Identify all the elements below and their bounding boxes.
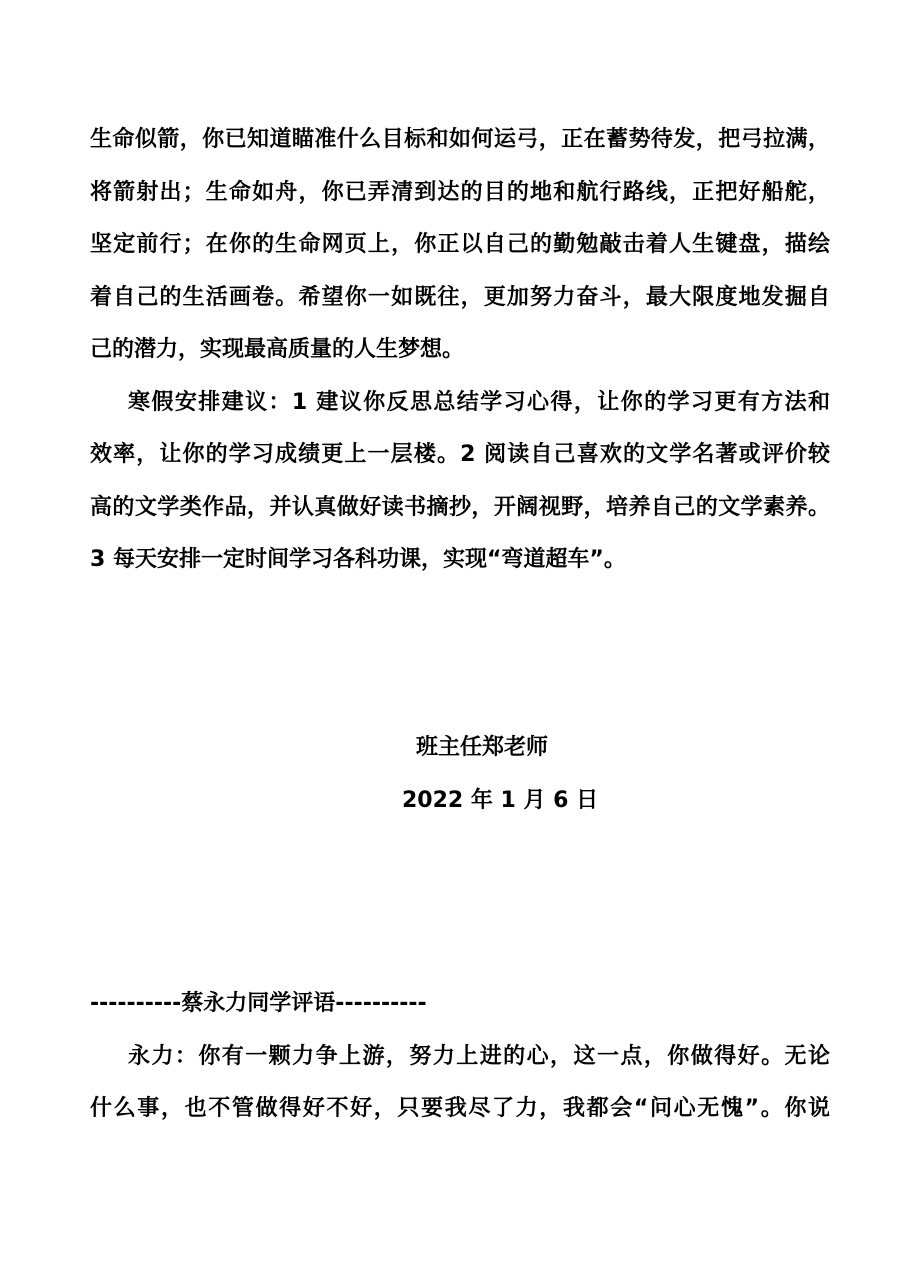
teacher-comment-line: 生命似箭，你已知道瞄准什么目标和如何运弓，正在蓄势待发，把弓拉满， [90,127,830,152]
student-comment-line: 永力：你有一颗力争上游，努力上进的心，这一点，你做得好。无论 [128,1043,830,1069]
teacher-comment-line: 高的文学类作品，并认真做好读书摘抄，开阔视野，培养自己的文学素养。 [90,494,830,520]
signature-block [90,722,830,827]
teacher-comment-line: 将箭射出；生命如舟，你已弄清到达的目的地和航行路线，正把好船舵， [90,179,830,205]
teacher-comment-body [90,114,830,587]
teacher-comment-line: 寒假安排建议：1 建议你反思总结学习心得，让你的学习更有方法和 [128,389,830,415]
teacher-comment-line: 己的潜力，实现最高质量的人生梦想。 [90,337,465,362]
student-comment-section [90,978,830,1136]
signature-name: 班主任郑老师 [416,735,549,760]
teacher-comment-line: 3 每天安排一定时间学习各科功课，实现“弯道超车”。 [90,547,626,572]
student-comment-line: 什么事，也不管做得好不好，只要我尽了力，我都会“问心无愧”。你说 [90,1096,830,1121]
teacher-comment-line: 坚定前行；在你的生命网页上，你正以自己的勤勉敲击着人生键盘，描绘 [90,232,830,257]
signature-date: 2022 年 1 月 6 日 [402,787,599,813]
teacher-comment-line: 着自己的生活画卷。希望你一如既往，更加努力奋斗，最大限度地发掘自 [90,284,830,310]
student-comment-header: ----------蔡永力同学评语---------- [90,991,427,1016]
teacher-comment-line: 效率，让你的学习成绩更上一层楼。2 阅读自己喜欢的文学名著或评价较 [90,442,830,467]
